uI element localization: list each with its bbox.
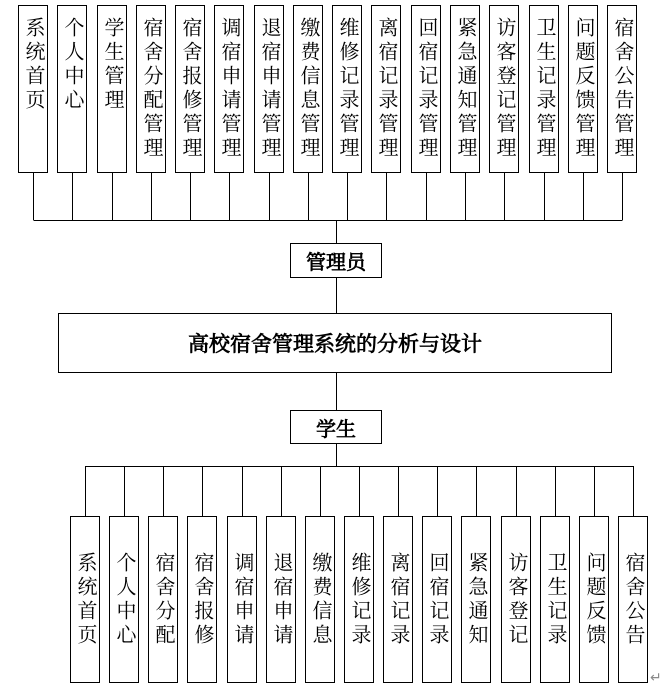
admin-module-box — [57, 5, 87, 173]
student-module-box — [187, 516, 217, 683]
admin-module-label: 系统首页 — [22, 17, 44, 113]
student-module-label: 调宿申请 — [231, 551, 253, 648]
student-module-label: 系统首页 — [74, 551, 96, 648]
admin-module-box — [254, 5, 284, 173]
student-role-label: 学生 — [316, 418, 356, 441]
admin-module-label: 维修记录管理 — [336, 17, 358, 161]
student-module-box — [305, 516, 335, 683]
admin-module-box — [18, 5, 48, 173]
student-module-box — [227, 516, 257, 683]
admin-role-label: 管理员 — [306, 252, 366, 274]
student-module-label: 卫生记录 — [544, 551, 566, 648]
student-module-label: 离宿记录 — [387, 551, 409, 648]
admin-module-box — [332, 5, 362, 173]
student-module-box — [422, 516, 452, 683]
admin-module-label: 宿舍分配管理 — [140, 17, 162, 161]
student-module-box — [109, 516, 139, 683]
student-module-box — [461, 516, 491, 683]
admin-module-label: 退宿申请管理 — [258, 17, 280, 161]
admin-module-label: 宿舍公告管理 — [611, 17, 633, 161]
system-root-node — [58, 313, 612, 373]
student-module-box — [618, 516, 648, 683]
admin-module-box — [175, 5, 205, 173]
admin-module-box — [214, 5, 244, 173]
admin-module-label: 问题反馈管理 — [572, 17, 594, 161]
admin-module-box — [371, 5, 401, 173]
student-module-box — [383, 516, 413, 683]
admin-module-label: 学生管理 — [101, 17, 123, 113]
student-module-box — [579, 516, 609, 683]
admin-module-label: 访客登记管理 — [493, 17, 515, 161]
admin-module-box — [607, 5, 637, 173]
student-module-label: 维修记录 — [348, 551, 370, 648]
system-title: 高校宿舍管理系统的分析与设计 — [188, 332, 482, 356]
student-module-label: 问题反馈 — [583, 551, 605, 648]
admin-module-label: 卫生记录管理 — [533, 17, 555, 161]
student-module-label: 宿舍公告 — [622, 551, 644, 648]
student-module-label: 宿舍分配 — [152, 551, 174, 648]
admin-module-label: 宿舍报修管理 — [179, 17, 201, 161]
admin-module-box — [568, 5, 598, 173]
student-module-label: 缴费信息 — [309, 551, 331, 648]
student-module-box — [540, 516, 570, 683]
admin-module-label: 调宿申请管理 — [218, 17, 240, 161]
student-module-label: 退宿申请 — [270, 551, 292, 648]
student-module-box — [266, 516, 296, 683]
admin-module-label: 回宿记录管理 — [415, 17, 437, 161]
admin-module-label: 紧急通知管理 — [454, 17, 476, 161]
admin-module-box — [97, 5, 127, 173]
student-module-label: 访客登记 — [505, 551, 527, 648]
admin-module-label: 离宿记录管理 — [375, 17, 397, 161]
student-module-box — [70, 516, 100, 683]
student-module-label: 回宿记录 — [426, 551, 448, 648]
student-module-label: 紧急通知 — [465, 551, 487, 648]
student-module-box — [344, 516, 374, 683]
admin-module-box — [293, 5, 323, 173]
student-module-box — [148, 516, 178, 683]
admin-module-box — [489, 5, 519, 173]
admin-module-box — [136, 5, 166, 173]
student-role-node — [290, 410, 382, 444]
student-module-box — [501, 516, 531, 683]
admin-module-label: 缴费信息管理 — [297, 17, 319, 161]
admin-role-node — [290, 243, 382, 278]
student-module-label: 个人中心 — [113, 551, 135, 648]
admin-module-box — [450, 5, 480, 173]
student-module-label: 宿舍报修 — [191, 551, 213, 648]
paragraph-mark: ↵ — [650, 670, 662, 686]
admin-module-box — [529, 5, 559, 173]
admin-module-box — [411, 5, 441, 173]
admin-module-label: 个人中心 — [61, 17, 83, 113]
